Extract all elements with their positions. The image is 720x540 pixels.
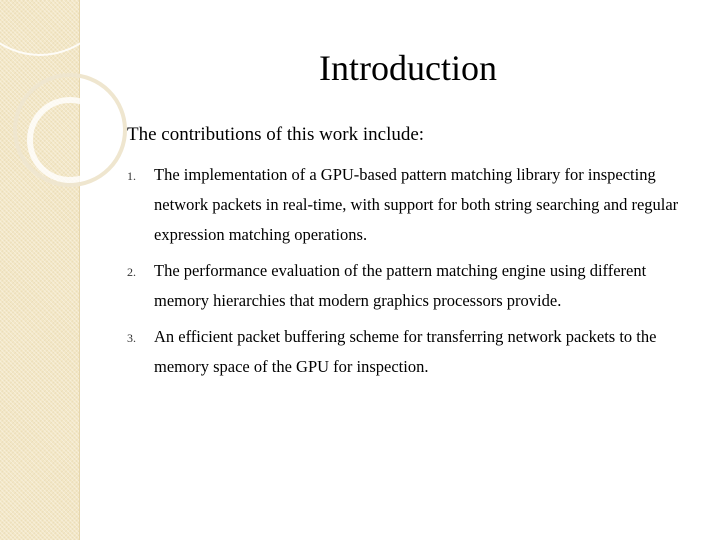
slide-title: Introduction [319,48,497,88]
list-item [127,256,702,316]
list-item [127,160,702,250]
contributions-list [127,160,702,388]
intro-text: The contributions of this work include: [127,124,425,145]
list-item-number: 2. [127,265,136,279]
list-item-number: 1. [127,169,136,183]
list-item-number: 3. [127,331,136,345]
list-item-text: The implementation of a GPU-based pattern matching library for inspecting network packets in real-time, with support for both string searching and regular expression matching operations. [154,165,679,244]
list-item-text: The performance evaluation of the pattern matching engine using different memory hierarchies that modern graphics processors provide. [154,261,647,310]
list-item [127,322,702,382]
list-item-text: An efficient packet buffering scheme for transferring network packets to the memory space of the GPU for inspection. [154,327,657,376]
